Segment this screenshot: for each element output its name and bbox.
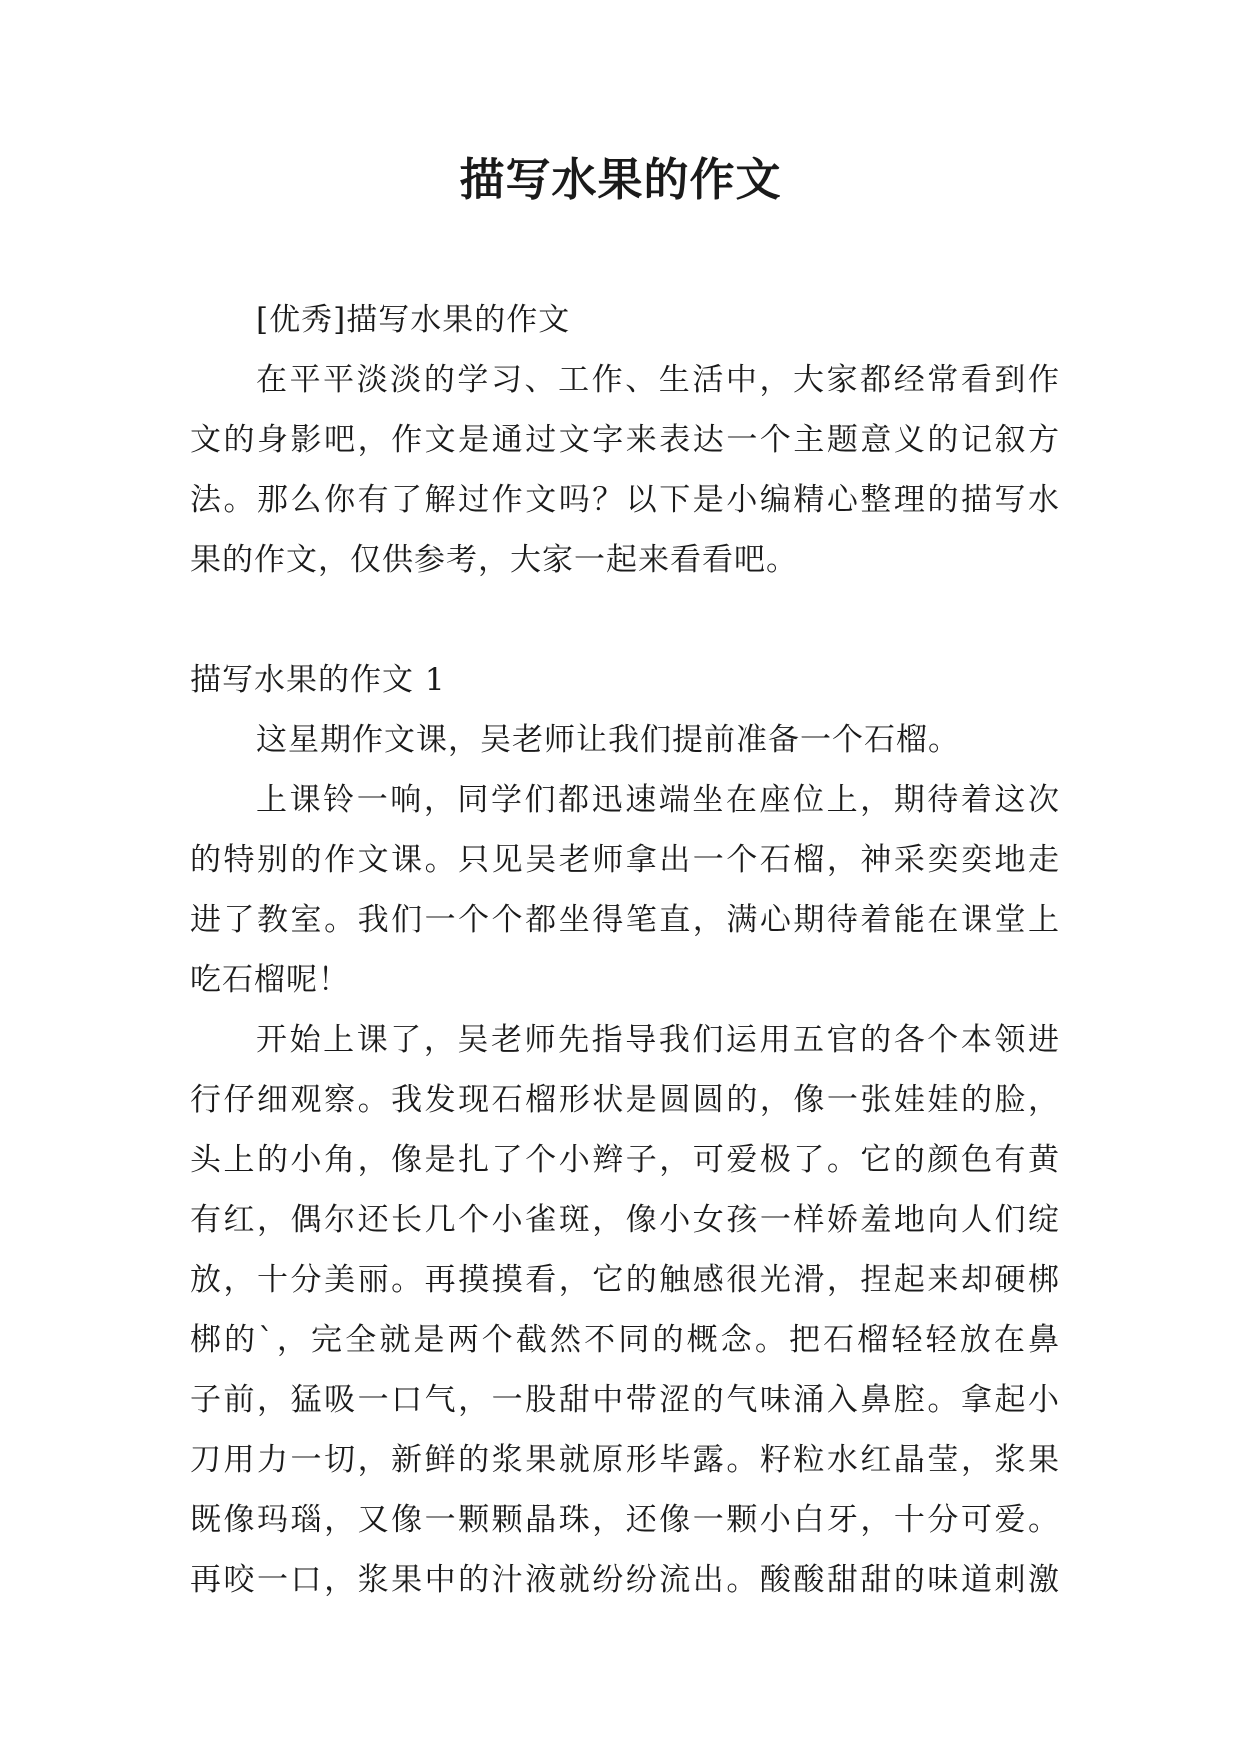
intro-line: 果的作文，仅供参考，大家一起来看看吧。 <box>190 542 798 578</box>
document-title: 描写水果的作文 <box>459 153 782 206</box>
intro-line: 文的身影吧，作文是通过文字来表达一个主题意义的记叙方 <box>190 422 1060 458</box>
paragraph-line: 这星期作文课，吴老师让我们提前准备一个石榴。 <box>256 722 960 758</box>
paragraph-line: 子前，猛吸一口气，一股甜中带涩的气味涌入鼻腔。拿起小 <box>190 1382 1060 1418</box>
paragraph-line: 开始上课了，吴老师先指导我们运用五官的各个本领进 <box>256 1022 1060 1058</box>
paragraph-line: 上课铃一响，同学们都迅速端坐在座位上，期待着这次 <box>256 782 1060 818</box>
paragraph-line: 头上的小角，像是扎了个小辫子，可爱极了。它的颜色有黄 <box>190 1142 1060 1178</box>
section-spacer <box>190 590 1060 650</box>
document-body <box>190 290 1060 1610</box>
paragraph-line: 再咬一口，浆果中的汁液就纷纷流出。酸酸甜甜的味道刺激 <box>190 1562 1060 1598</box>
paragraph-line: 行仔细观察。我发现石榴形状是圆圆的，像一张娃娃的脸， <box>190 1082 1060 1118</box>
paragraph-line: 既像玛瑙，又像一颗颗晶珠，还像一颗小白牙，十分可爱。 <box>190 1502 1060 1538</box>
intro-line: 在平平淡淡的学习、工作、生活中，大家都经常看到作 <box>256 362 1060 398</box>
paragraph-line: 刀用力一切，新鲜的浆果就原形毕露。籽粒水红晶莹，浆果 <box>190 1442 1060 1478</box>
paragraph-line: 有红，偶尔还长几个小雀斑，像小女孩一样娇羞地向人们绽 <box>190 1202 1060 1238</box>
paragraph-line: 的特别的作文课。只见吴老师拿出一个石榴，神采奕奕地走 <box>190 842 1060 878</box>
paragraph-line: 吃石榴呢！ <box>190 962 350 998</box>
section-heading: 描写水果的作文 1 <box>190 662 446 698</box>
intro-heading: [优秀]描写水果的作文 <box>256 302 571 338</box>
paragraph-line: 进了教室。我们一个个都坐得笔直，满心期待着能在课堂上 <box>190 902 1060 938</box>
intro-line: 法。那么你有了解过作文吗？以下是小编精心整理的描写水 <box>190 482 1060 518</box>
paragraph-line: 放，十分美丽。再摸摸看，它的触感很光滑，捏起来却硬梆 <box>190 1262 1060 1298</box>
paragraph-line: 梆的`，完全就是两个截然不同的概念。把石榴轻轻放在鼻 <box>190 1322 1060 1358</box>
